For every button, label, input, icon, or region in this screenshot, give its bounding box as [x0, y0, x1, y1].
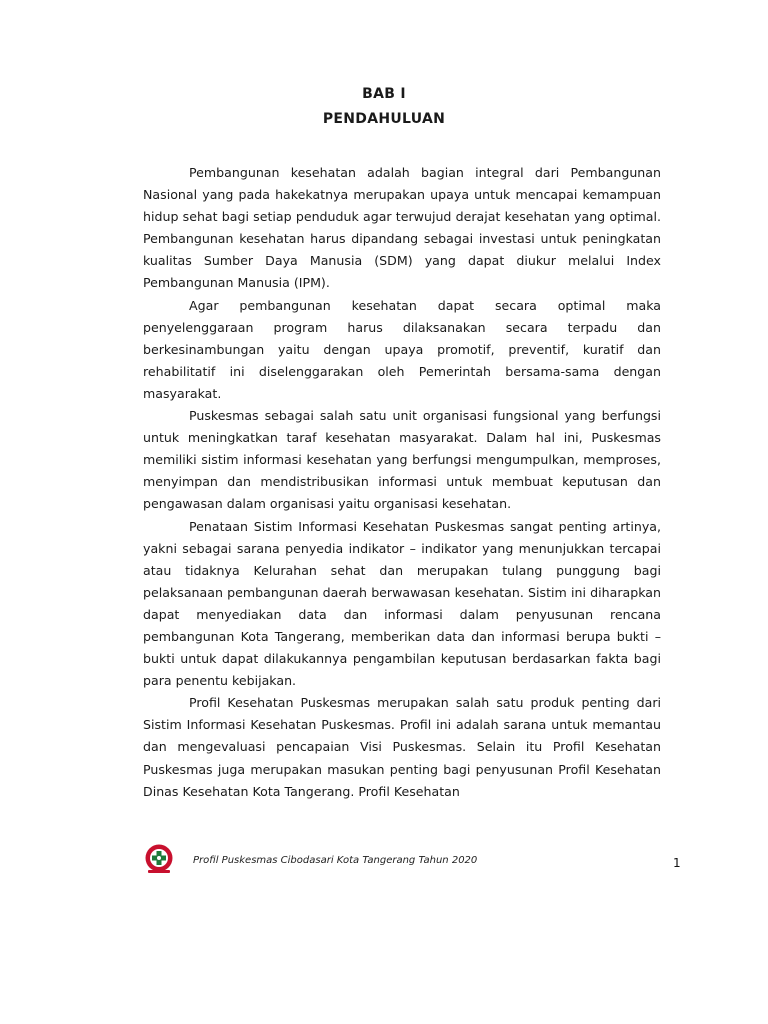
page-number: 1 [673, 856, 681, 870]
footer-text: Profil Puskesmas Cibodasari Kota Tangerang Tahun 2020 [193, 855, 478, 866]
paragraph-5: Profil Kesehatan Puskesmas merupakan salah satu produk penting dari Sistim Informasi Kesehatan Puskesmas. Profil ini adalah sarana untuk memantau dan mengevaluasi pencapaian Visi Puskesmas. Selain itu Profil Kesehatan Puskesmas juga merupakan masukan penting bagi penyusunan Profil Kesehatan Dinas Kesehatan Kota Tangerang. Profil Kesehatan [143, 695, 661, 799]
body-text [143, 162, 661, 803]
bakti-husada-logo-icon [142, 842, 176, 876]
chapter-title: PENDAHULUAN [322, 111, 446, 127]
chapter-heading: BAB I [362, 86, 406, 102]
paragraph-2: Agar pembangunan kesehatan dapat secara optimal maka penyelenggaraan program harus dilaksanakan secara terpadu dan berkesinambungan yaitu dengan upaya promotif, preventif, kuratif dan rehabilitatif ini diselenggarakan oleh Pemerintah bersama-sama dengan masyarakat. [143, 297, 661, 401]
paragraph-1: Pembangunan kesehatan adalah bagian integral dari Pembangunan Nasional yang pada hakekatnya merupakan upaya untuk mencapai kemampuan hidup sehat bagi setiap penduduk agar terwujud derajat kesehatan yang optimal. Pembangunan kesehatan harus dipandang sebagai investasi untuk peningkatan kualitas Sumber Daya Manusia (SDM) yang dapat diukur melalui Index Pembangunan Manusia (IPM). [143, 165, 661, 291]
paragraph-4: Penataan Sistim Informasi Kesehatan Puskesmas sangat penting artinya, yakni sebagai sarana penyedia indikator – indikator yang menunjukkan tercapai atau tidaknya Kelurahan sehat dan merupakan tulang punggung bagi pelaksanaan pembangunan daerah berwawasan kesehatan. Sistim ini diharapkan dapat menyediakan data dan informasi dalam penyusunan rencana pembangunan Kota Tangerang, memberikan data dan informasi berupa bukti – bukti untuk dapat dilakukannya pengambilan keputusan berdasarkan fakta bagi para penentu kebijakan. [143, 518, 661, 689]
paragraph-3: Puskesmas sebagai salah satu unit organisasi fungsional yang berfungsi untuk meningkatkan taraf kesehatan masyarakat. Dalam hal ini, Puskesmas memiliki sistim informasi kesehatan yang berfungsi mengumpulkan, memproses, menyimpan dan mendistribusikan informasi untuk membuat keputusan dan pengawasan dalam organisasi yaitu organisasi kesehatan. [143, 408, 661, 512]
